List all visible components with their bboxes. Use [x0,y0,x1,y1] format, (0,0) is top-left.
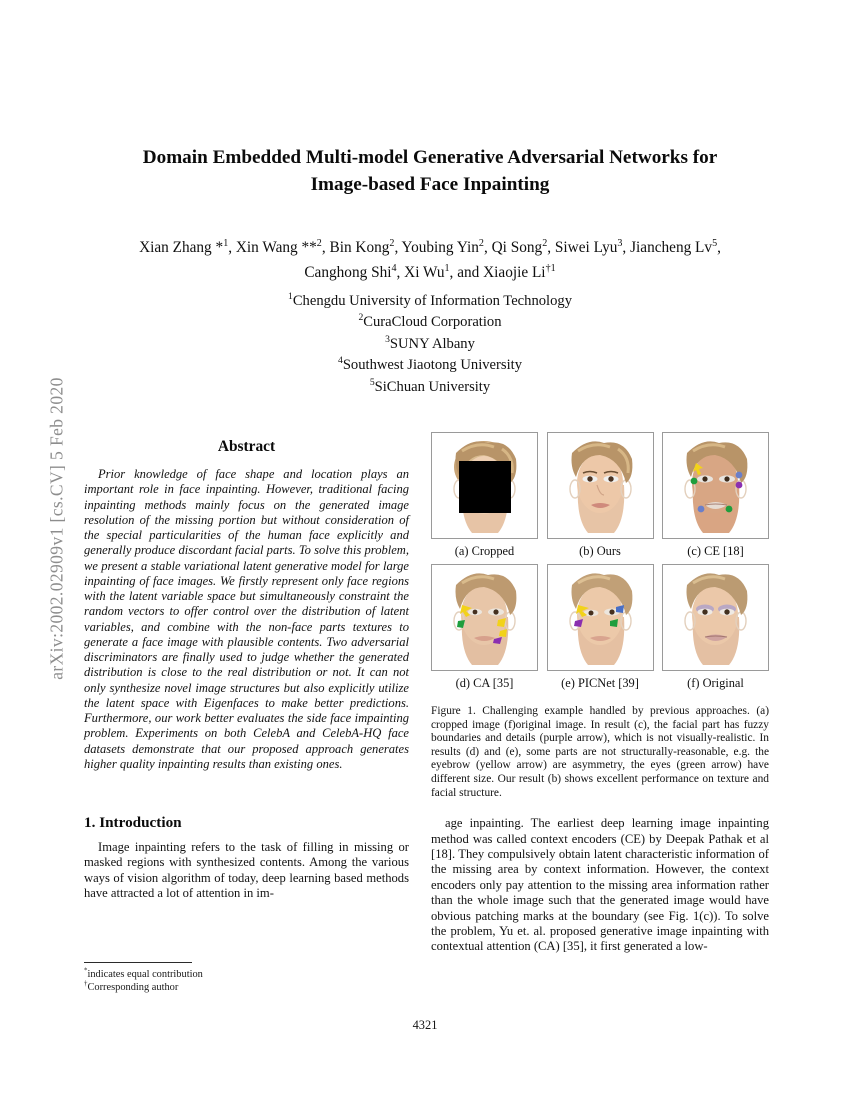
figure-cell-f [662,564,769,696]
blue-arrow-icon [698,506,705,513]
purple-arrow-icon [736,482,743,489]
figure-panel-ours [547,432,654,539]
figure-sublabel-a: (a) Cropped [454,544,515,558]
figure-panel-original [662,564,769,671]
footnote-corresponding-author [84,981,409,994]
affiliation-name: SiChuan University [374,378,491,395]
face-image-ours [548,433,653,538]
affiliation-list [78,291,782,398]
author-bin-kong: , Bin Kong [321,239,390,256]
page-title [88,144,772,198]
figure-cell-d [431,564,538,696]
author-line-1: Xian Zhang *$^1$, Xin Wang **$^2$, Bin Kong$^2$, Youbing Yin$^2$, Qi Song$^2$, Siwei Lyu$^3$, Jiancheng Lv$^5$, [139,237,721,256]
affiliation-item [78,291,782,312]
author-sup-2c: 2 [478,237,484,249]
author-line-2 [78,260,782,285]
figure-caption: Figure 1. Challenging example handled by previous approaches. (a) cropped image (f)original image. In result (c), the facial part has fuzzy boundaries and details (purple arrow), which is not visually-realistic. In results (d) and (e), some parts are not structurally-reasonable, e.g. the eyebrow (yellow arrow) are asymmetry, the eyes (green arrow) have different size. Our result (b) shows excellent performance on texture and facial structure. [431,705,769,799]
title-line-1: Domain Embedded Multi-model Generative Adversarial Networks for [142,147,718,168]
author-sup-3: 3 [617,237,623,249]
introduction-heading: 1. Introduction [84,814,182,831]
affiliation-sup: 2 [358,312,364,324]
blue-arrow-icon [736,472,743,479]
affiliation-name: CuraCloud Corporation [363,314,502,331]
figure-cell-a [431,432,538,564]
figure-cell-c [662,432,769,564]
footnote-corresponding-author-text: Corresponding author [87,982,179,994]
figure-1 [431,432,769,955]
left-column [84,438,409,902]
affiliation-item [78,312,782,333]
author-sup-2a: 2 [316,237,322,249]
affiliation-item [78,377,782,398]
affiliation-sup: 4 [338,355,343,367]
figure-sublabel-d: (d) CA [35] [455,676,514,690]
abstract-heading: Abstract [217,438,276,455]
figure-cell-b [547,432,654,564]
introduction-paragraph: Image inpainting refers to the task of filling in missing or masked regions with synthesized contents. Among the various ways of vision algorithm of today, deep learning based methods have attracted a lot of attention in im- [84,840,409,901]
author-sup-4: 4 [391,262,397,274]
face-image-ca [432,565,537,670]
affiliation-name: Chengdu University of Information Technology [292,293,572,309]
figure-cell-e [547,564,654,696]
affiliation-sup: 3 [385,333,390,345]
figure-panel-ca [431,564,538,671]
introduction-block [84,814,409,902]
figure-panel-picnet [547,564,654,671]
figure-panel-cropped [431,432,538,539]
author-sup-dagger: †1 [545,262,556,274]
affiliation-name: SUNY Albany [389,335,475,352]
footnote-divider [84,962,192,963]
footnote-mark-asterisk: * [84,967,88,975]
affiliation-item [78,334,782,355]
author-list [78,235,782,285]
title-line-2: Image-based Face Inpainting [310,174,550,195]
author-siwei-lyu: , Siwei Lyu [547,239,618,256]
affiliation-sup: 5 [369,376,375,388]
green-arrow-icon [726,506,733,513]
author-canghong-shi: Canghong Shi [304,264,392,281]
page-number: 4321 [412,1018,438,1032]
author-jiancheng-lv: , Jiancheng Lv [622,239,713,256]
green-arrow-icon [691,478,698,485]
author-xi-wu: , Xi Wu [396,264,445,281]
footnote-equal-contribution [84,968,409,981]
figure-panel-ce [662,432,769,539]
affiliation-sup: 1 [288,291,293,303]
author-xian-zhang: Xian Zhang * [139,239,224,256]
face-image-ce [663,433,768,538]
author-sup-1: 1 [223,237,229,249]
affiliation-name: Southwest Jiaotong University [342,357,522,374]
face-image-original [663,565,768,670]
author-xin-wang: , Xin Wang ** [228,239,317,256]
author-youbing-yin: , Youbing Yin [394,239,479,256]
figure-sublabel-c: (c) CE [18] [687,544,744,558]
face-image-picnet [548,565,653,670]
author-qi-song: , Qi Song [483,239,543,256]
footnote-block [84,962,409,994]
figure-row-top [431,432,769,564]
author-xiaojie-li: , and Xiaojie Li [449,264,546,281]
footnote-equal-contribution-text: indicates equal contribution [87,969,203,980]
arxiv-stamp: arXiv:2002.02909v1 [cs.CV] 5 Feb 2020 [46,377,67,680]
author-sup-2b: 2 [389,237,395,249]
abstract-text: Prior knowledge of face shape and location plays an important role in face inpainting. However, traditional facing inpainting methods mainly focus on the generated image resolution of the missing portion but without consideration of the special particularities of the human face explicitly and generally produce discordant facial parts. To solve this problem, we present a stable variational latent generative model for large inpainting of face images. We firstly represent only face regions with the latent variable space but simultaneously constraint the random vectors to offer control over the distribution of latent variables, and combine with the non-face parts textures to generate a face image with plausible contents. Two adversarial discriminators are finally used to judge whether the generated distribution is close to the real distribution or not. It can not only synthesize novel image structures but also explicitly utilize the latent space with Eigenfaces to make better predictions. Furthermore, our work better evaluates the side face impainting problem. Experiments on both CelebA and CelebA-HQ face datasets demonstrate that our proposed approach generates higher quality inpainting results than existing ones. [84,467,409,771]
author-sup-1b: 1 [444,262,450,274]
right-column-paragraph: age inpainting. The earliest deep learning image inpainting method was called context encoders (CE) by Deepak Pathak et al [18]. They compulsively obtain latent characteristic information of the missing area by context information. However, the context encoders only pay attention to the missing area information rather than the whole image such that the generated image would have obvious patching marks at the boundary (see Fig. 1(c)). To solve the problem, Yu et. al. proposed generative image inpainting with contextual attention (CA) [35], it first generated a low- [431,816,769,954]
face-image-cropped [432,433,537,538]
author-sup-2d: 2 [542,237,548,249]
figure-sublabel-e: (e) PICNet [39] [561,676,639,690]
author-sup-5a: 5 [712,237,718,249]
footnote-mark-dagger: † [84,980,88,988]
figure-sublabel-f: (f) Original [687,676,744,690]
affiliation-item [78,355,782,376]
figure-sublabel-b: (b) Ours [579,544,621,558]
figure-row-bottom [431,564,769,696]
